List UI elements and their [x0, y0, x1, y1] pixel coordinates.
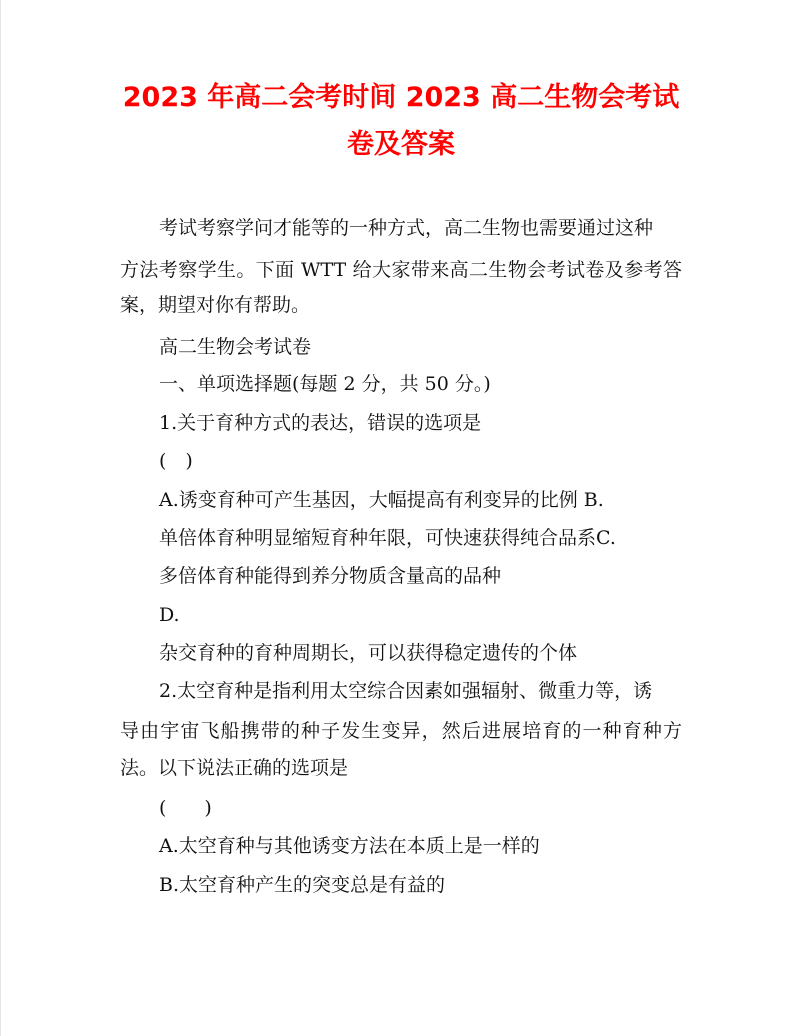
intro-paragraph-line-1: 考试考察学问才能等的一种方式，高二生物也需要通过这种	[159, 217, 654, 239]
page-title-line-2: 卷及答案	[347, 129, 455, 160]
question-2-stem-line-3: 法。以下说法正确的选项是	[120, 757, 349, 779]
question-1-stem: 1.关于育种方式的表达，错误的选项是	[159, 412, 482, 434]
page-title-line-1: 2023 年高二会考时间 2023 高二生物会考试	[122, 82, 680, 113]
question-1-option-b: 单倍体育种明显缩短育种年限，可快速获得纯合品系C.	[159, 527, 616, 549]
question-2-stem-line-2: 导由宇宙飞船携带的种子发生变异，然后进展培育的一种育种方	[120, 720, 682, 742]
question-1-option-d: 杂交育种的育种周期长，可以获得稳定遗传的个体	[159, 642, 578, 664]
question-2-option-a: A.太空育种与其他诱变方法在本质上是一样的	[159, 835, 540, 857]
question-1-option-a: A.诱变育种可产生基因，大幅提高有利变异的比例 B.	[159, 489, 604, 511]
question-2-stem-line-1: 2.太空育种是指利用太空综合因素如强辐射、微重力等，诱	[159, 680, 653, 702]
question-1-option-d-label: D.	[159, 604, 180, 626]
question-2-option-b: B.太空育种产生的突变总是有益的	[159, 874, 446, 896]
section-heading-single-choice: 一、单项选择题(每题 2 分，共 50 分。)	[159, 373, 491, 395]
intro-paragraph-line-2: 方法考察学生。下面 WTT 给大家带来高二生物会考试卷及参考答	[120, 259, 682, 281]
question-1-blank: ( )	[159, 450, 193, 472]
question-1-option-c: 多倍体育种能得到养分物质含量高的品种	[159, 565, 502, 587]
section-heading-exam: 高二生物会考试卷	[159, 336, 312, 358]
intro-paragraph-line-3: 案，期望对你有帮助。	[120, 294, 311, 316]
question-2-blank: ( )	[159, 797, 212, 819]
